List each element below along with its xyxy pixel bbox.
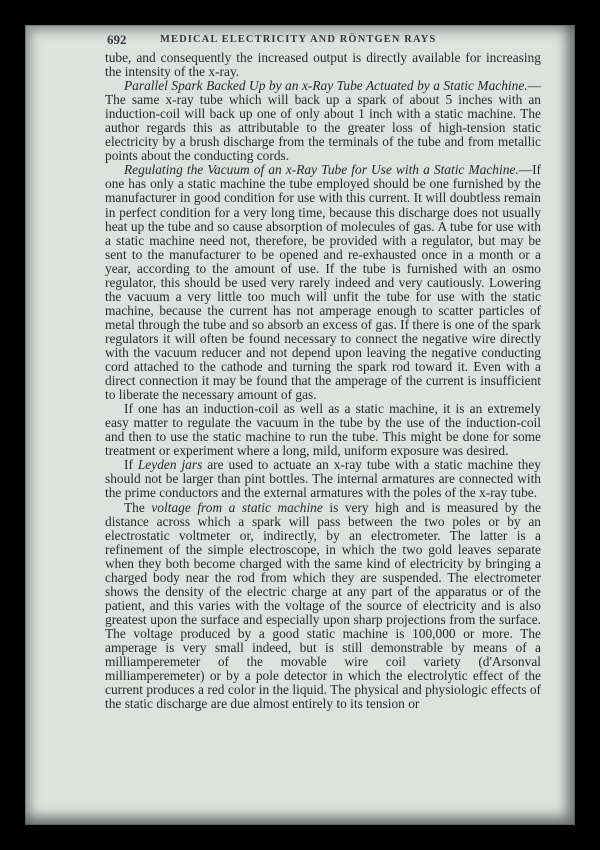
- emphasis-term: Leyden jars: [137, 457, 203, 473]
- paragraph-text: tube, and consequently the increased output is directly available for increasing the intensity of the x-ray.: [105, 50, 541, 80]
- photo-frame: [25, 25, 575, 825]
- emphasis-term: voltage from a static machine: [151, 499, 323, 515]
- paragraph-continuation: [105, 51, 541, 79]
- paragraph-text: is very high and is measured by the distance across which a spark will pass between the two poles or by an electrostatic voltmeter or, indirectly, by an electrometer. The latter is a refinement of the simple electroscope, in which the two gold leaves separate when they both become charged with the same kind of electricity by bringing a charged body near the rod from which they are suspended. The electrometer shows the density of the electric charge at any part of the apparatus or of the patient, and this varies with the voltage of the source of electricity and is also greatest upon the surface and especially upon sharp projections from the surface. The voltage produced by a good static machine is 100,000 or more. The amperage is very small indeed, but is still demonstrable by means of a milliamperemeter of the movable wire coil variety (d'Arsonval milliamperemeter) or by a pole detector in which the electrolytic effect of the current produces a red color in the liquid. The physical and physiologic effects of the static discharge are due almost entirely to its tension or: [105, 499, 541, 712]
- paragraph-text: If one has an induction-coil as well as a static machine, it is an extremely easy matter to regulate the vacuum in the tube by the use of the induction-coil and then to use the static machine to run the tube. This might be done for some treatment or experiment where a long, mild, uniform exposure was desired.: [105, 401, 541, 459]
- section-heading: Parallel Spark Backed Up by an x-Ray Tube Actuated by a Static Machine.: [124, 78, 528, 94]
- running-head: [105, 33, 541, 51]
- paragraph-text: —If one has only a static machine the tube employed should be one furnished by the manufacturer in good condition for use with this current. It will doubtless remain in perfect condition for a very long time, because this discharge does not usually heat up the tube and so cause absorption of molecules of gas. A tube for use with a static machine need not, therefore, be provided with a regulator, but may be sent to the manufacturer to be opened and re-exhausted once in a month or a year, according to the amount of use. If the tube is furnished with an osmo regulator, this should be used very rarely indeed and very cautiously. Lowering the vacuum a very little too much will unfit the tube for use with the static machine, because the current has not amperage enough to scatter particles of metal through the tube and so absorb an excess of gas. If there is one of the spark regulators it will often be found necessary to connect the negative wire directly with the vacuum reducer and not depend upon leaving the negative conducting cord attached to the cathode and turning the spark rod toward it. Even with a direct connection it may be found that the amperage of the current is insufficient to liberate the necessary amount of gas.: [105, 162, 541, 403]
- paragraph-lead: If: [124, 457, 138, 473]
- paragraph-induction-coil: [105, 402, 541, 458]
- section-heading: Regulating the Vacuum of an x-Ray Tube for Use with a Static Machine.: [124, 162, 519, 178]
- page-number: 692: [107, 32, 127, 47]
- paragraph-leyden-jars: [105, 458, 541, 500]
- running-title: MEDICAL ELECTRICITY AND RÖNTGEN RAYS: [160, 34, 437, 45]
- paragraph-voltage: [105, 501, 541, 712]
- paragraph-parallel-spark: [105, 79, 541, 163]
- paragraph-text: —The same x-ray tube which will back up a spark of about 5 inches with an induction-coil will back up one of only about 1 inch with a static machine. The author regards this as attributable to the greater loss of high-tension static electricity by a brush discharge from the terminals of the tube and from metallic points about the conducting cords.: [105, 78, 541, 164]
- paragraph-lead: The: [124, 499, 152, 515]
- paragraph-regulating-vacuum: [105, 163, 541, 402]
- paragraph-text: are used to actuate an x-ray tube with a static machine they should not be larger than pint bottles. The internal armatures are connected with the prime conductors and the external armatures with the poles of the x-ray tube.: [105, 457, 541, 501]
- book-page: [105, 33, 541, 711]
